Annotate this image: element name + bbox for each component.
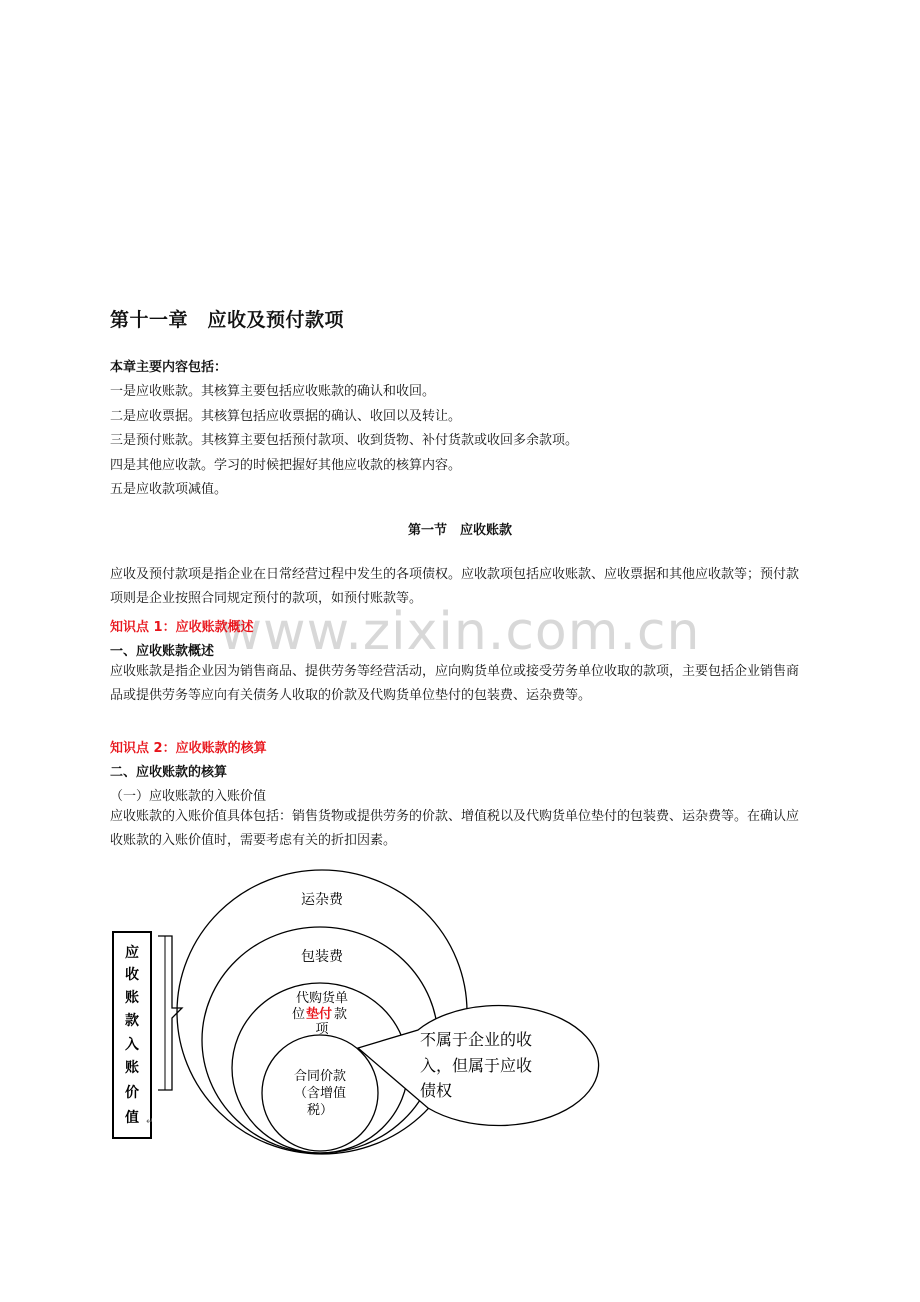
knowledge-point-2-text: 应收账款的入账价值具体包括：销售货物或提供劳务的价款、增值税以及代购货单位垫付的包装费、运杂费等。在确认应收账款的入账价值时，需要考虑有关的折扣因素。 [110,809,800,848]
knowledge-point-2-subheading: （一）应收账款的入账价值 [110,789,267,804]
intro-item: 三是预付账款。其核算主要包括预付款项、收到货物、补付货款或收回多余款项。 [110,433,579,448]
intro-heading: 本章主要内容包括： [110,360,228,375]
return-mark: ↵ [146,1117,154,1127]
circle-third-label-line: 位 [292,1007,306,1022]
circle-inner-label-line: （含增值 [293,1086,347,1101]
circle-inner-label-line: 合同价款 [293,1069,347,1084]
callout-text-line: 入，但属于应收 [420,1056,533,1075]
side-char: 应 [125,945,139,961]
circle-outer-label: 运杂费 [301,892,343,908]
side-char: 账 [125,990,139,1006]
circle-second-label: 包装费 [301,949,343,965]
circle-third-label-line: 代购货单 [295,991,349,1006]
side-char: 价 [125,1085,139,1101]
page-title: 第十一章 应收及预付款项 [110,309,345,331]
intro-item: 四是其他应收款。学习的时候把握好其他应收款的核算内容。 [110,458,462,473]
side-label-box [113,932,151,1138]
side-char: 账 [125,1060,139,1076]
knowledge-point-2-heading: 二、应收账款的核算 [110,765,228,780]
side-char: 款 [125,1013,139,1029]
side-char: 收 [125,967,139,983]
callout-text-line: 不属于企业的收 [420,1030,533,1049]
watermark: www.zixin.com.cn [219,602,701,662]
circle-third-label-highlight: 垫付 [306,1007,333,1022]
knowledge-point-1-text: 应收账款是指企业因为销售商品、提供劳务等经营活动，应向购货单位或接受劳务单位收取的款项，主要包括企业销售商品或提供劳务等应向有关债务人收取的价款及代购货单位垫付的包装费、运杂费等。 [110,664,800,703]
intro-item: 一是应收账款。其核算主要包括应收账款的确认和收回。 [110,384,436,399]
circle-third-label-line: 款 [334,1007,348,1022]
definition-paragraph: 应收及预付款项是指企业在日常经营过程中发生的各项债权。应收款项包括应收账款、应收票据和其他应收款等；预付款项则是企业按照合同规定预付的款项，如预付账款等。 [110,567,800,606]
section-title: 第一节 应收账款 [407,523,512,538]
intro-item: 五是应收款项减值。 [110,482,228,497]
side-char: 值 [125,1110,139,1126]
knowledge-point-1-label: 知识点 1：应收账款概述 [110,620,254,635]
side-arrow [158,936,182,1090]
circle-inner-label-line: 税） [306,1103,334,1118]
side-char: 入 [125,1037,139,1053]
circle-third-label-line: 项 [315,1022,329,1037]
knowledge-point-2-label: 知识点 2：应收账款的核算 [110,741,267,756]
callout-text-line: 债权 [420,1081,453,1100]
intro-item: 二是应收票据。其核算包括应收票据的确认、收回以及转让。 [110,409,462,424]
knowledge-point-1-heading: 一、应收账款概述 [110,644,215,659]
